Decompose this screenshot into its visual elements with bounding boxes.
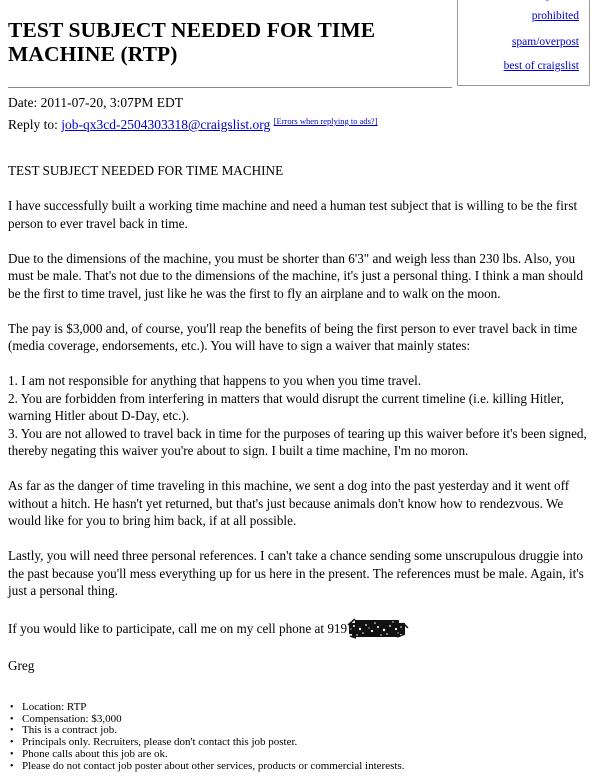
posting-details-list	[8, 702, 600, 772]
bullet-icon: •	[10, 713, 14, 725]
flag-box	[457, 0, 590, 86]
bullet-icon: •	[10, 760, 14, 772]
flag-link-best-of[interactable]: best of craigslist	[503, 60, 579, 72]
detail-text: Please do not contact job poster about other services, products or commercial interests.	[22, 759, 405, 772]
body-heading: TEST SUBJECT NEEDED FOR TIME MACHINE	[8, 163, 284, 178]
reply-to-line	[8, 113, 378, 133]
body-paragraph-references: Lastly, you will need three personal references. I can't take a chance sending some unscrupulous druggie into the past because you'll mess everything up for us here in the present. The references must be male. Again, it's just a personal thing.	[8, 548, 584, 598]
flag-link-miscategorized[interactable]	[509, 0, 579, 2]
title-divider	[8, 87, 452, 88]
signature: Greg	[8, 657, 35, 673]
contact-text: If you would like to participate, call me on my cell phone at 919	[8, 621, 348, 636]
waiver-item-1: 1. I am not responsible for anything that happens to you when you time travel.	[8, 373, 422, 388]
posting-title: TEST SUBJECT NEEDED FOR TIME MACHINE (RTP)	[8, 18, 376, 66]
detail-text: Location: RTP	[22, 701, 87, 713]
body-paragraph-danger: As far as the danger of time traveling in this machine, we sent a dog into the past yesterday and it went off without a hitch. He hasn't yet returned, but that's just because animals don't know how to rendezvous. We would like for you to bring him back, if at all possible.	[8, 478, 570, 528]
reply-to-label: Reply to:	[8, 117, 58, 132]
contact-line	[8, 617, 590, 639]
body-paragraph-pay: The pay is $3,000 and, of course, you'll reap the benefits of being the first person to ever travel back in time (media coverage, endorsements, etc.). You will have to sign a waiver that mainly states:	[8, 320, 578, 353]
waiver-item-3: 3. You are not allowed to travel back in time for the purposes of tearing up this waiver before it's been signed, thereby negating this waiver you're about to sign. I built a time machine, I'm no moron.	[8, 425, 587, 458]
detail-no-solicitation	[10, 759, 600, 773]
waiver-list	[8, 372, 590, 460]
detail-text: Principals only. Recruiters, please don't contact this job poster.	[22, 736, 298, 749]
detail-text: Phone calls about this job are ok.	[22, 747, 168, 760]
body-paragraph-requirements: Due to the dimensions of the machine, you must be shorter than 6'3" and weigh less than 230 lbs. Also, you must be male. That's not due to the dimensions of the machine, it's just a personal thing. I think a man should be the first to time travel, just like he was the first to fly an airplane and to walk on the moon.	[8, 250, 584, 301]
detail-text: This is a contract job.	[22, 724, 118, 737]
bullet-icon: •	[10, 725, 14, 737]
bullet-icon: •	[10, 737, 14, 749]
body-paragraph-intro: I have successfully built a working time machine and need a human test subject that is willing to be the first person to ever travel back in time.	[8, 198, 578, 231]
detail-text: Compensation: $3,000	[22, 712, 122, 725]
reply-email-link[interactable]: job-qx3cd-2504303318@craigslist.org	[61, 117, 271, 132]
flag-link-spam[interactable]: spam/overpost	[511, 36, 579, 48]
flag-link-prohibited[interactable]: prohibited	[531, 10, 579, 22]
posting-date: Date: 2011-07-20, 3:07PM EDT	[8, 95, 183, 110]
errors-link[interactable]: [Errors when replying to ads?]	[273, 116, 378, 126]
posting-body	[8, 162, 590, 692]
bullet-icon: •	[10, 748, 14, 760]
bullet-icon: •	[10, 702, 14, 713]
waiver-item-2: 2. You are forbidden from interfering in matters that would disrupt the current timeline (i.e. killing Hitler, warning Hitler about D-Day, etc.).	[8, 390, 564, 423]
redacted-phone-scribble-icon	[347, 617, 409, 639]
